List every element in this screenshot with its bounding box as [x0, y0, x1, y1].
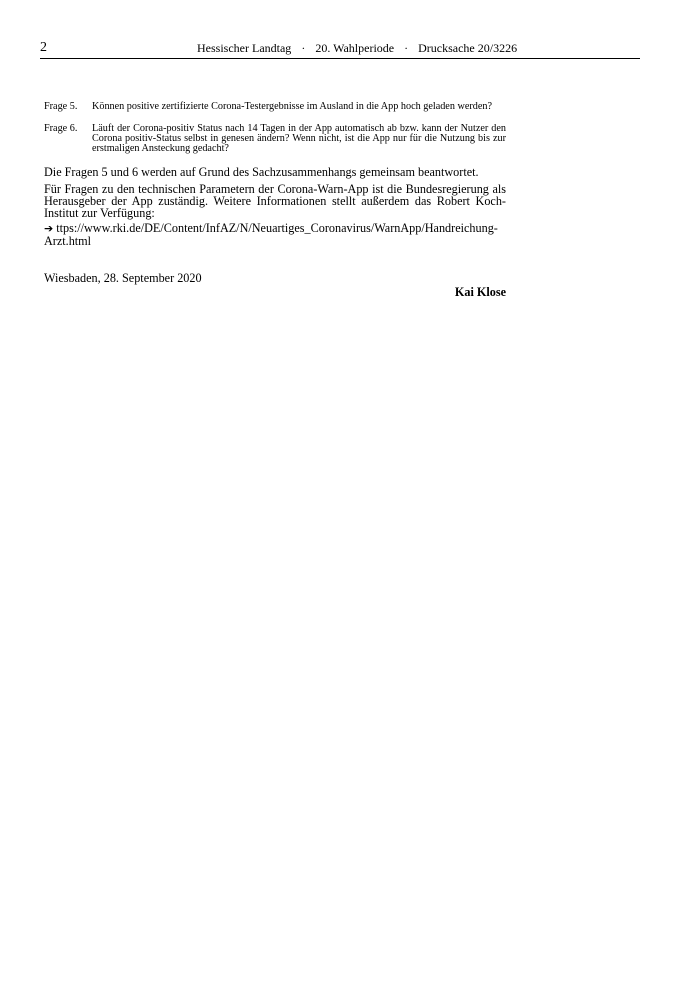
header-separator: ·: [404, 41, 409, 55]
legislative-period: 20. Wahlperiode: [315, 41, 395, 55]
answer-intro: Die Fragen 5 und 6 werden auf Grund des Sachzusammenhangs gemeinsam beantwortet.: [44, 165, 479, 179]
reference-link[interactable]: [44, 222, 514, 248]
header-separator: ·: [301, 41, 306, 55]
place-date: Wiesbaden, 28. September 2020: [44, 271, 202, 285]
document-number: Drucksache 20/3226: [418, 41, 518, 55]
link-url-part-1[interactable]: ttps://www.rki.de/DE/Content/InfAZ/N/Neuartiges_Coronavirus/WarnApp/Handreichung-: [56, 221, 498, 235]
question-text: Läuft der Corona-positiv Status nach 14 Tagen in der App automatisch ab bzw. kann der Nutzer den Corona positiv-Status selbst in genesen ändern? Wenn nicht, ist die App nur für die Nutzung bis zur erstmaligen Ansteckung gedacht?: [92, 123, 506, 154]
running-header: [197, 41, 517, 56]
question-text: Können positive zertifizierte Corona-Testergebnisse im Ausland in die App hoch geladen werden?: [92, 101, 492, 112]
header-rule: [40, 58, 640, 59]
signature: Kai Klose: [454, 285, 506, 299]
answer-body: Für Fragen zu den technischen Parametern der Corona-Warn-App ist die Bundesregierung als Herausgeber der App zuständig. Weitere Informationen stellt außerdem das Robert Koch-Institut zur Verfügung:: [44, 182, 506, 220]
page-number: 2: [40, 40, 47, 55]
arrow-right-icon: ➔: [44, 222, 54, 235]
link-url-part-2[interactable]: Arzt.html: [44, 234, 92, 248]
question-label: Frage 5.: [44, 101, 78, 112]
parliament-name: Hessischer Landtag: [197, 41, 292, 55]
question-label: Frage 6.: [44, 123, 78, 134]
